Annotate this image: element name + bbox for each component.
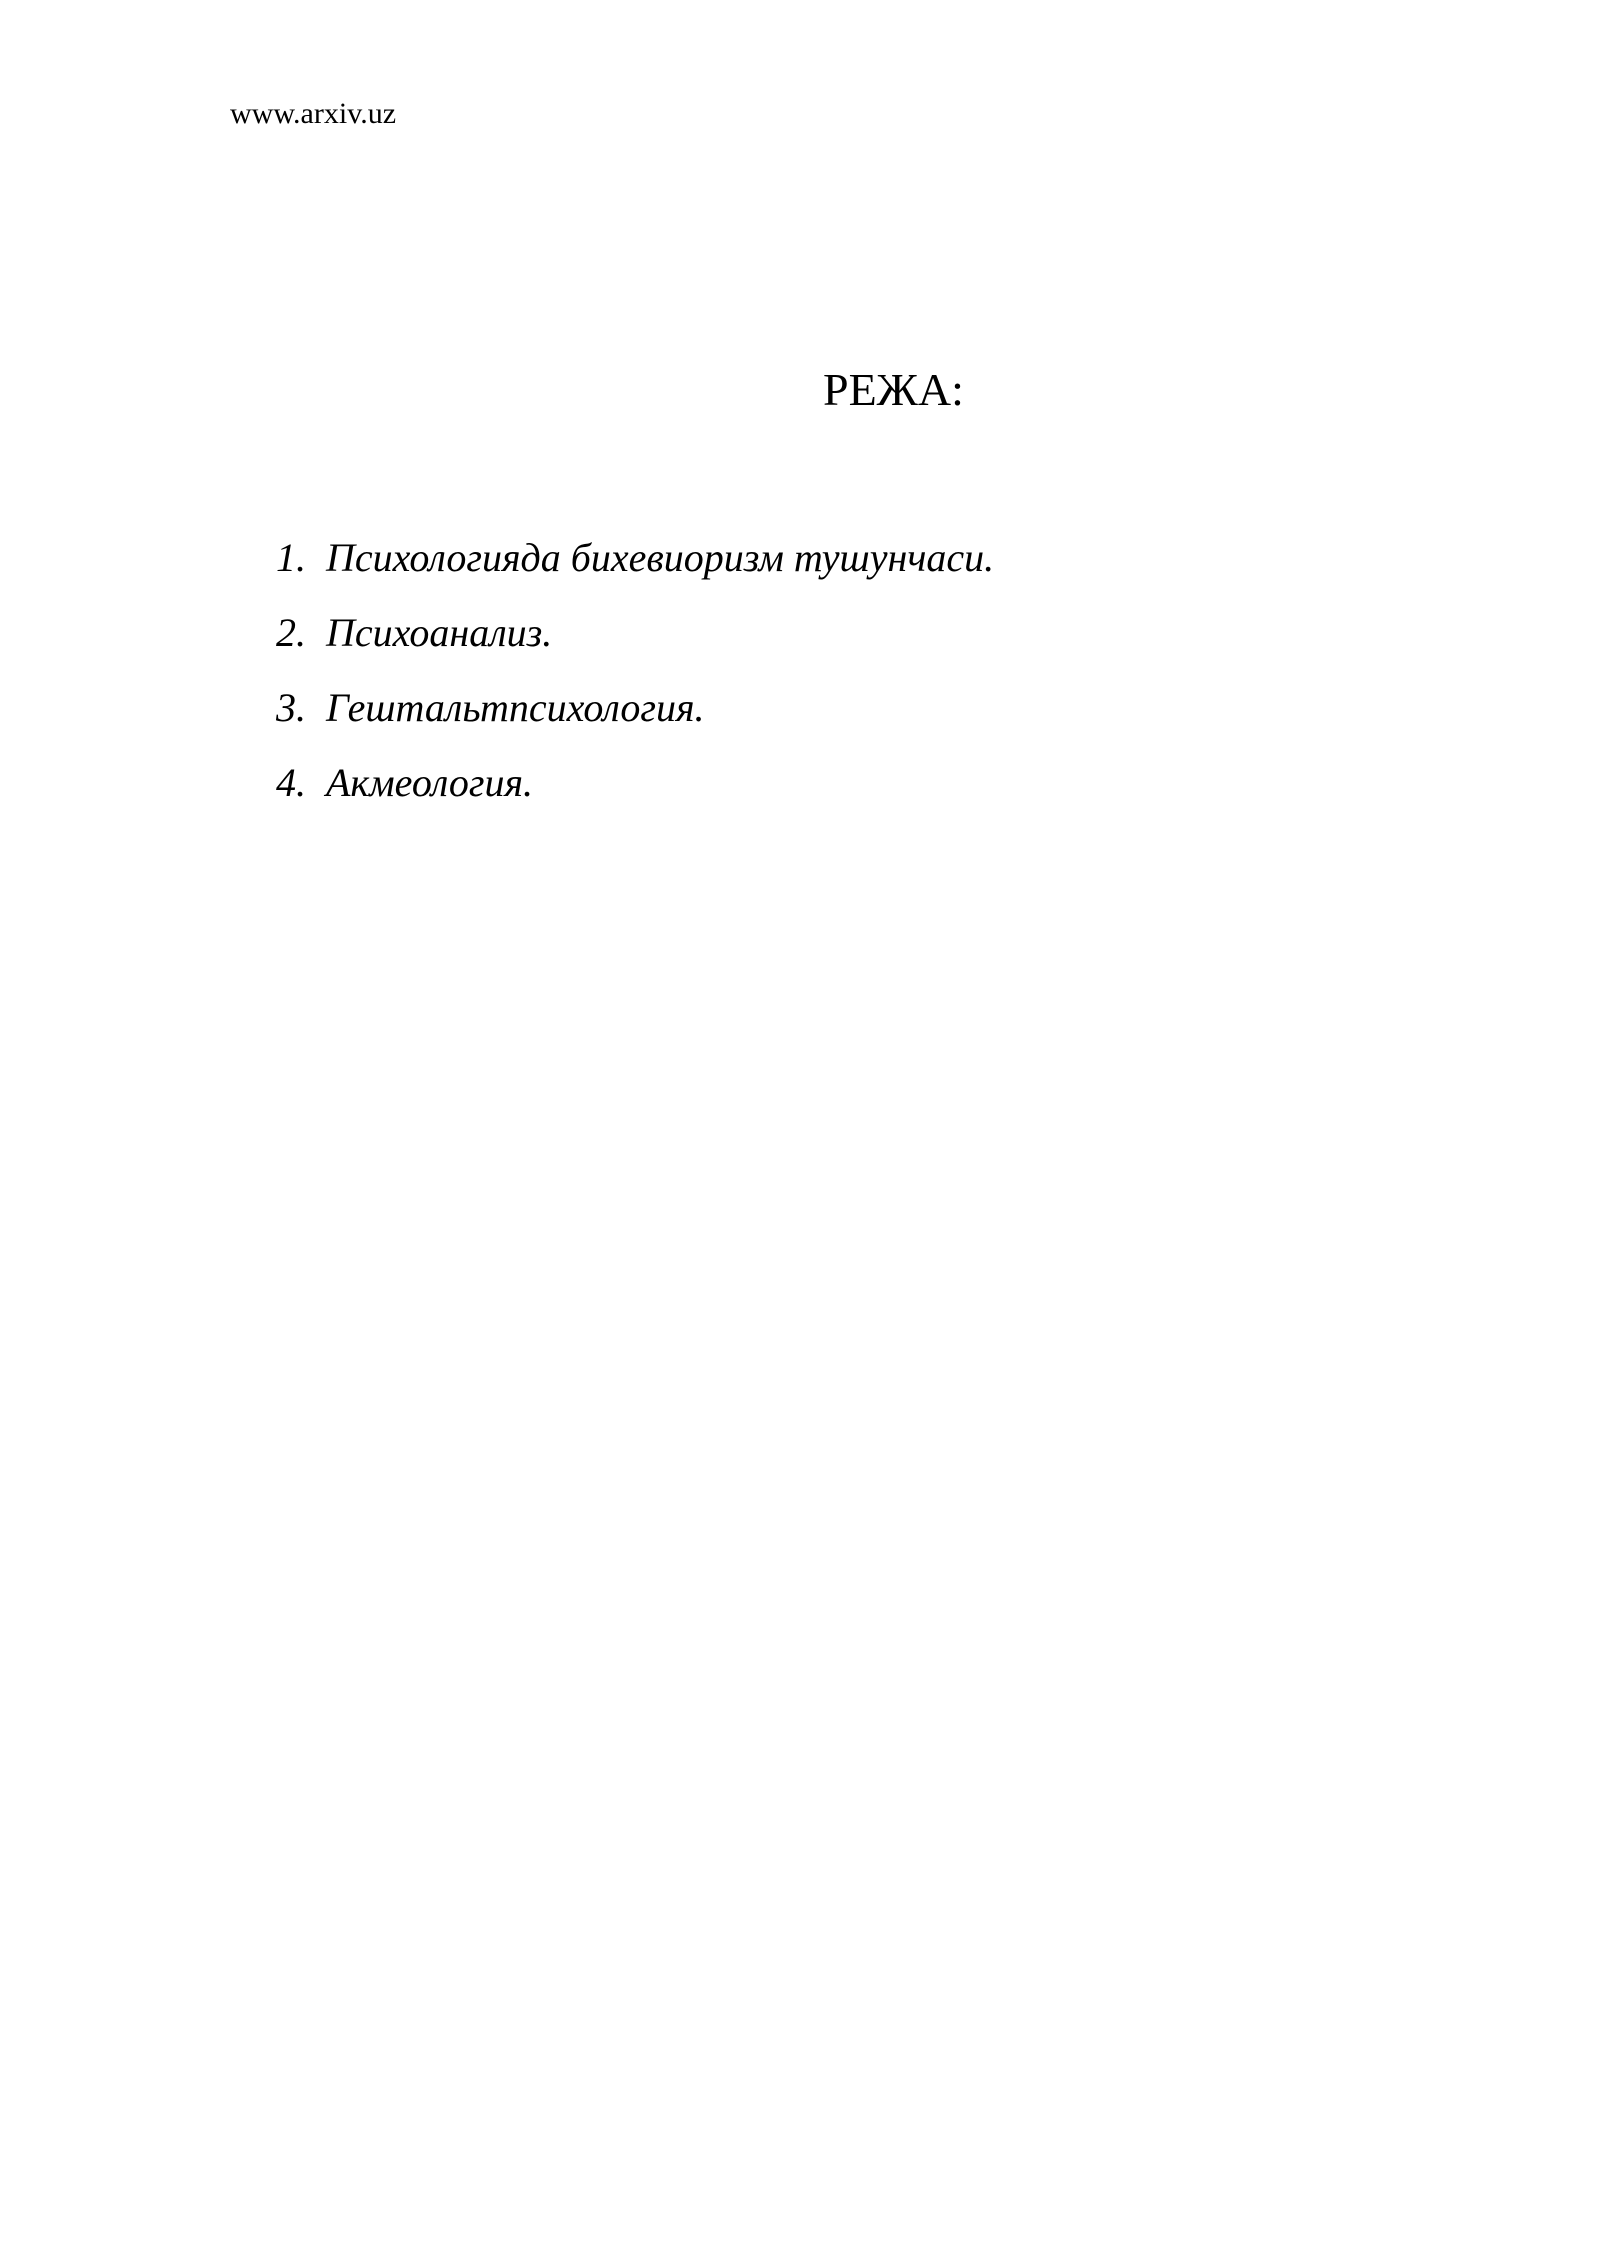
plan-item-text: Психологияда бихевиоризм тушунчаси.: [326, 535, 995, 580]
plan-item: [276, 678, 994, 753]
plan-list: [276, 528, 994, 828]
plan-item-number: 2.: [276, 610, 306, 655]
plan-item-number: 1.: [276, 535, 306, 580]
plan-item-text: Психоанализ.: [326, 610, 553, 655]
plan-item: [276, 603, 994, 678]
header-url: www.arxiv.uz: [230, 97, 397, 130]
plan-item-text: Гештальтпсихология.: [326, 685, 705, 730]
plan-item-number: 3.: [276, 685, 306, 730]
plan-item: [276, 753, 994, 828]
plan-item-text: Акмеология.: [326, 760, 534, 805]
plan-title: РЕЖА:: [823, 364, 964, 415]
plan-item: [276, 528, 994, 603]
plan-item-number: 4.: [276, 760, 306, 805]
